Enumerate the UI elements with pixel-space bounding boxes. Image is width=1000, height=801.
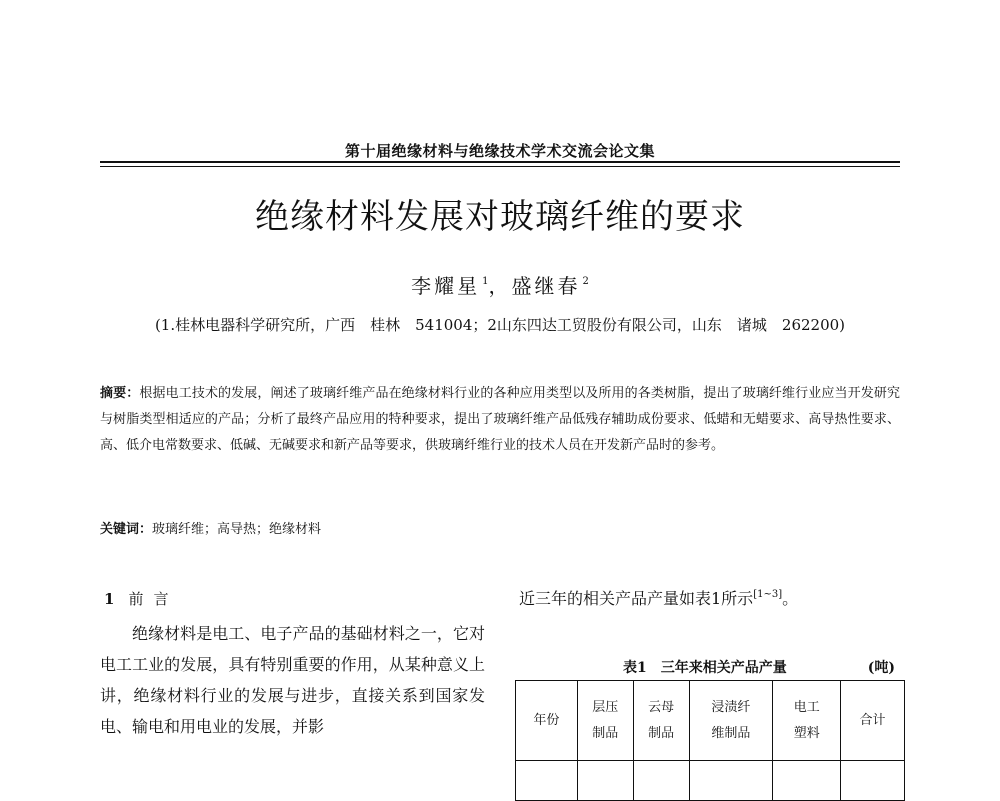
column-header-line: 维制品 bbox=[711, 725, 751, 741]
section-title: 前言 bbox=[128, 590, 179, 608]
abstract-text: 根据电工技术的发展，阐述了玻璃纤维产品在绝缘材料行业的各种应用类型以及所用的各类树脂，提出了玻璃纤维行业应当开发研究与树脂类型相适应的产品；分析了最终产品应用的特种要求，提出了玻璃纤维产品低残存辅助成份要求、低蜡和无蜡要求、高导热性要求、高、低介电常数要求、低碱、无碱要求和新产品等要求，供玻璃纤维行业的技术人员在开发新产品时的参考。 bbox=[100, 386, 900, 453]
column-header-line: 制品 bbox=[648, 725, 675, 741]
author-separator: ， bbox=[488, 274, 512, 298]
table-cell bbox=[516, 761, 578, 801]
column-header-line: 浸渍纤 bbox=[711, 699, 751, 715]
paper-title: 绝缘材料发展对玻璃纤维的要求 bbox=[255, 197, 745, 237]
author-affiliation-mark: 2 bbox=[582, 276, 589, 287]
header-rule-thick bbox=[100, 161, 900, 163]
table-cell bbox=[773, 761, 841, 801]
column-header-line: 制品 bbox=[592, 725, 619, 741]
sentence-end: 。 bbox=[782, 589, 799, 608]
table-header-row bbox=[516, 681, 905, 761]
table-caption-text: 三年来相关产品产量 bbox=[660, 660, 787, 676]
column-header-mica bbox=[633, 681, 689, 761]
table-unit: (吨) bbox=[867, 660, 895, 676]
abstract-label: 摘要： bbox=[100, 386, 140, 401]
running-head: 第十届绝缘材料与绝缘技术学术交流会论文集 bbox=[344, 142, 655, 160]
table-intro-sentence: 近三年的相关产品产量如表1所示 bbox=[519, 589, 754, 608]
keywords-text: 玻璃纤维；高导热；绝缘材料 bbox=[152, 522, 322, 537]
table-cell bbox=[689, 761, 773, 801]
intro-paragraph: 绝缘材料是电工、电子产品的基础材料之一，它对电工工业的发展，具有特别重要的作用，从某种意义上讲，绝缘材料行业的发展与进步，直接关系到国家发电、输电和用电业的发展，并影 bbox=[100, 624, 485, 736]
author-affiliation-mark: 1 bbox=[482, 276, 489, 287]
author-name: 盛继春 bbox=[511, 274, 581, 298]
column-header-laminate bbox=[577, 681, 633, 761]
table-cell bbox=[633, 761, 689, 801]
citation: [1~3] bbox=[753, 589, 783, 600]
column-header-line: 云母 bbox=[648, 699, 675, 715]
table-row bbox=[516, 761, 905, 801]
author-name: 李耀星 bbox=[411, 274, 481, 298]
column-header-electrical-plastic bbox=[773, 681, 841, 761]
table-cell bbox=[577, 761, 633, 801]
production-table bbox=[515, 680, 905, 801]
column-header-line: 塑料 bbox=[793, 725, 820, 741]
column-header-line: 层压 bbox=[592, 699, 619, 715]
section-heading bbox=[104, 588, 178, 609]
table-intro-text bbox=[519, 586, 798, 609]
author-line bbox=[100, 270, 900, 299]
column-header-line: 电工 bbox=[793, 699, 820, 715]
affiliations: (1.桂林电器科学研究所，广西 桂林 541004；2山东四达工贸股份有限公司，山东 诸城 262200) bbox=[154, 316, 846, 334]
keywords bbox=[100, 518, 900, 537]
table-cell bbox=[841, 761, 905, 801]
column-header-impregnated-fiber bbox=[689, 681, 773, 761]
table-label: 表1 bbox=[623, 660, 647, 676]
keywords-label: 关键词： bbox=[100, 522, 153, 537]
section-number: 1 bbox=[104, 590, 115, 608]
column-header-year: 年份 bbox=[516, 681, 578, 761]
header-rule-thin bbox=[100, 166, 900, 167]
column-header-total: 合计 bbox=[841, 681, 905, 761]
abstract bbox=[100, 381, 900, 459]
